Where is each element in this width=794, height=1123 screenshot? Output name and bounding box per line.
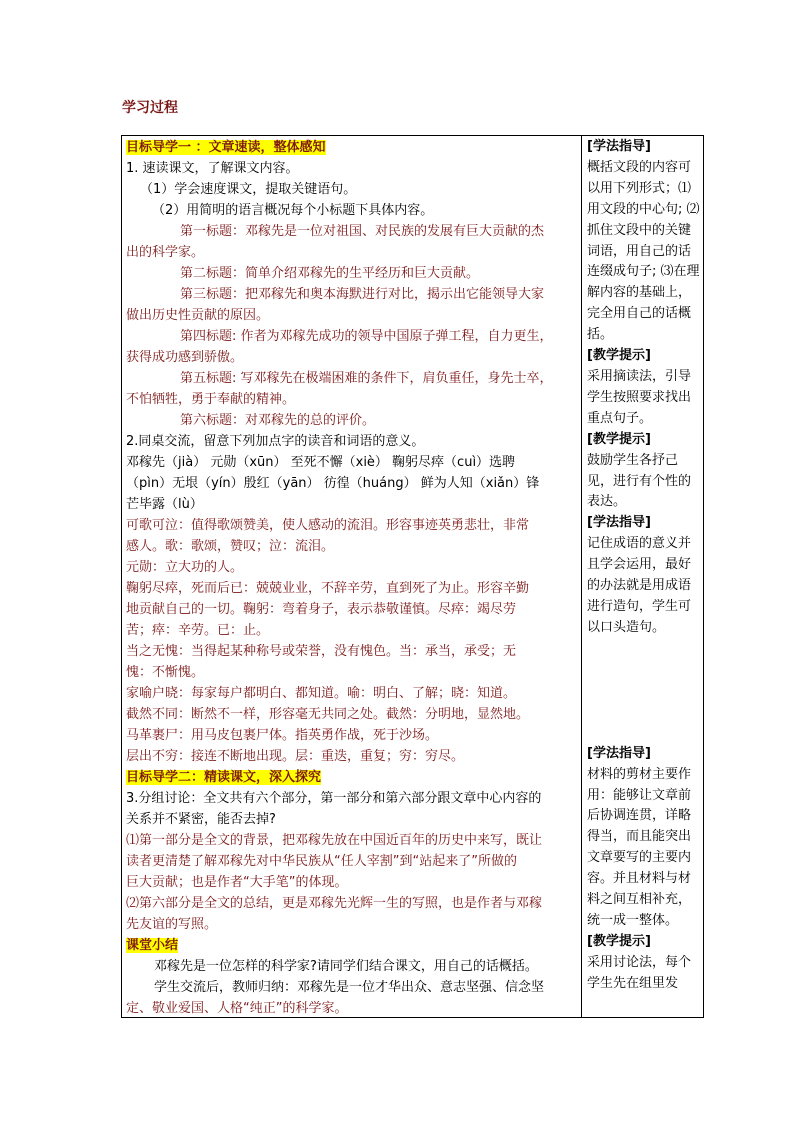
side-note-text: 概括文段的内容可以用下列形式；⑴用文段的中心句; ⑵抓住文段中的关键词语，用自己的话连缀成句子; ⑶在理解内容的基础上，完全用自己的话概括。	[587, 159, 700, 343]
text-line: 芒毕露（lù）	[126, 497, 203, 512]
side-note-heading: [学法指导]	[587, 515, 651, 531]
text-line: 做出历史性贡献的原因。	[126, 308, 270, 323]
text-line: 当之无愧：当得起某种称号或荣誉，没有愧色。当：承当，承受；无	[126, 644, 517, 659]
text-line: （1）学会速度课文，提取关键语句。	[140, 182, 357, 197]
text-line: 第二标题：简单介绍邓稼先的生平经历和巨大贡献。	[180, 266, 480, 281]
side-note-heading: [学法指导]	[587, 745, 651, 761]
side-note-heading: [教学提示]	[587, 933, 651, 949]
text-line: 鞠躬尽瘁，死而后已：兢兢业业，不辞辛劳，直到死了为止。形容辛勤	[126, 581, 530, 596]
text-line: 出的科学家。	[126, 245, 205, 260]
text-line: 邓稼先是一位怎样的科学家?请同学们结合课文，用自己的话概括。	[154, 959, 538, 974]
main-column	[126, 137, 578, 1019]
text-line: 第一标题：邓稼先是一位对祖国、对民族的发展有巨大贡献的杰	[180, 224, 545, 239]
side-note-heading: [学法指导]	[587, 139, 651, 154]
side-note-text: 采用摘读法，引导学生按照要求找出重点句子。	[587, 368, 692, 426]
text-line: 元勋：立大功的人。	[126, 560, 244, 575]
text-line: ⑵第六部分是全文的总结，更是邓稼先光辉一生的写照，也是作者与邓稼	[126, 896, 543, 911]
text-line: 关系并不紧密，能否去掉?	[126, 812, 276, 827]
text-line: 第五标题: 写邓稼先在极端困难的条件下，肩负重任，身先士卒，	[180, 371, 553, 386]
text-line: 读者更清楚了解邓稼先对中华民族从“任人宰割”到“站起来了”所做的	[126, 854, 518, 869]
text-line: 感人。歌：歌颂，赞叹；泣：流泪。	[126, 539, 335, 554]
text-line: 学生交流后，教师归纳：邓稼先是一位才华出众、意志坚强、信念坚	[154, 980, 545, 995]
text-line: 层出不穷：接连不断地出现。层：重迭，重复；穷：穷尽。	[126, 749, 465, 764]
text-line: 2.同桌交流，留意下列加点字的读音和词语的意义。	[126, 434, 425, 449]
text-line: 获得成功感到骄傲。	[126, 350, 244, 365]
text-line: 截然不同：断然不一样，形容毫无共同之处。截然：分明地，显然地。	[126, 707, 530, 722]
text-line: 地贡献自己的一切。鞠躬：弯着身子，表示恭敬谨慎。尽瘁：竭尽劳	[126, 602, 517, 617]
text-line: 不怕牺牲，勇于奉献的精神。	[126, 392, 296, 407]
page-title: 学习过程	[122, 100, 178, 116]
text-line: 第六标题：对邓稼先的总的评价。	[180, 413, 376, 428]
side-note-text: 鼓励学生各抒己见，进行有个性的表达。	[587, 452, 692, 510]
text-line: ⑴第一部分是全文的背景，把邓稼先放在中国近百年的历史中来写，既让	[126, 833, 543, 848]
side-note-heading: [教学提示]	[587, 348, 651, 364]
text-line: （2）用简明的语言概况每个小标题下具体内容。	[152, 203, 434, 218]
text-line: （pìn）无垠（yín）殷红（yān） 彷徨（huáng） 鲜为人知（xiǎn）锋	[126, 476, 540, 491]
text-line: 先友谊的写照。	[126, 917, 218, 932]
column-divider	[581, 135, 582, 1018]
text-line: 可歌可泣：值得歌颂赞美，使人感动的流泪。形容事迹英勇悲壮，非常	[126, 518, 530, 533]
side-note-text: 记住成语的意义并且学会运用，最好的办法就是用成语进行造句，学生可以口头造句。	[587, 536, 692, 635]
text-line: 家喻户晓：每家每户都明白、都知道。喻：明白、了解；晓：知道。	[126, 686, 517, 701]
side-note-text: 材料的剪材主要作用：能够让文章前后协调连贯，详略得当，而且能突出文章要写的主要内容。并且材料与材料之间互相补充，统一成一整体。	[587, 766, 692, 928]
text-line: 3.分组讨论：全文共有六个部分，第一部分和第六部分跟文章中心内容的	[126, 791, 542, 806]
text-line: 定、敬业爱国、人格“纯正”的科学家。	[126, 1001, 348, 1016]
text-line: 马革裹尸：用马皮包裹尸体。指英勇作战，死于沙场。	[126, 728, 439, 743]
side-column	[587, 137, 701, 995]
summary-heading: 课堂小结	[126, 938, 179, 953]
side-note-heading: [教学提示]	[587, 431, 651, 447]
section2-heading: 目标导学二：精读课文，深入探究	[126, 770, 322, 785]
side-note-text: 采用讨论法，每个学生先在组里发	[587, 954, 692, 991]
quote-text: “站起来了”	[412, 854, 478, 869]
text-line: 第三标题：把邓稼先和奥本海默进行对比，揭示出它能领导大家	[180, 287, 545, 302]
text-line: 愧：不惭愧。	[126, 665, 205, 680]
text-line: 1. 速读课文，了解课文内容。	[126, 161, 299, 176]
section1-heading: 目标导学一 ：文章速读，整体感知	[126, 140, 326, 155]
text-line: 邓稼先（jià） 元勋（xūn） 至死不懈（xiè） 鞠躬尽瘁（cuì）选聘	[126, 455, 516, 470]
text-line: 苦；瘁：辛劳。已：止。	[126, 623, 270, 638]
text-line: 巨大贡献；也是作者“大手笔”的体现。	[126, 875, 348, 890]
text-line: 第四标题: 作者为邓稼先成功的领导中国原子弹工程，自力更生，	[180, 329, 553, 344]
quote-text: “任人宰割”	[334, 854, 400, 869]
